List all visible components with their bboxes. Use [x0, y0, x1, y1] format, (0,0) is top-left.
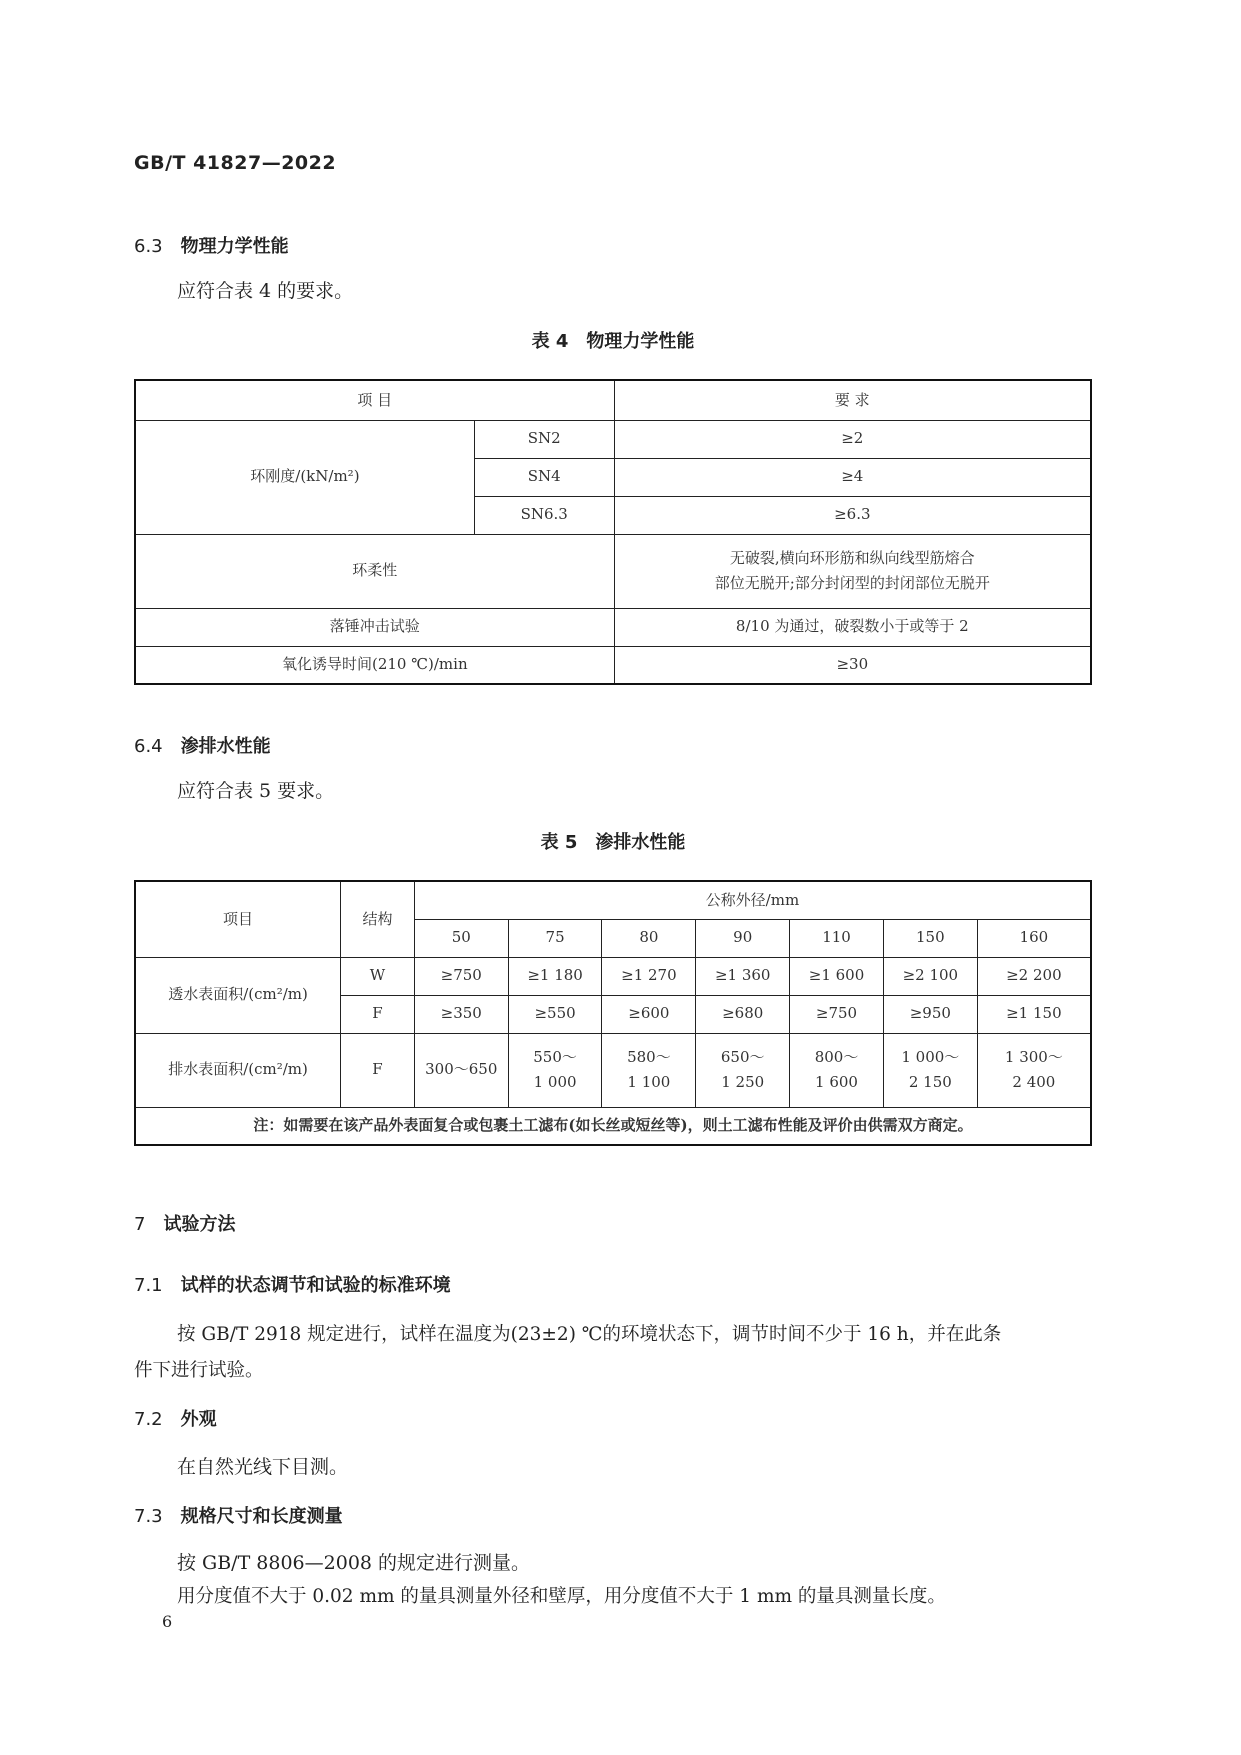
header-item: 项目	[135, 881, 341, 957]
value-cell: ≥680	[696, 995, 790, 1033]
section-number: 7.1	[134, 1275, 163, 1296]
sn-grade: SN6.3	[474, 496, 614, 534]
table-row	[135, 957, 1091, 995]
sn-requirement: ≥6.3	[614, 496, 1091, 534]
section-title: 物理力学性能	[180, 236, 289, 257]
table-row	[135, 420, 1091, 458]
diameter-header: 90	[696, 919, 790, 957]
diameter-header: 150	[883, 919, 977, 957]
section-number: 6.3	[134, 236, 163, 257]
value-cell: ≥2 200	[977, 957, 1091, 995]
sn-grade: SN4	[474, 458, 614, 496]
section-heading-6-4	[134, 732, 271, 758]
value-cell: ≥550	[508, 995, 602, 1033]
value-cell: ≥1 360	[696, 957, 790, 995]
value-cell: ≥600	[602, 995, 696, 1033]
impact-test-requirement: 8/10 为通过，破裂数小于或等于 2	[614, 608, 1091, 646]
ring-flexibility-label: 环柔性	[135, 534, 614, 608]
requirement-line: 无破裂,横向环形筋和纵向线型筋熔合	[729, 548, 975, 567]
paragraph-6-4: 应符合表 5 要求。	[177, 780, 335, 802]
paragraph-7-3-line2: 用分度值不大于 0.02 mm 的量具测量外径和壁厚，用分度值不大于 1 mm 的量具测量长度。	[177, 1586, 946, 1607]
structure-cell: F	[341, 1033, 415, 1107]
value-line: 650～	[720, 1047, 765, 1066]
value-cell: ≥750	[414, 957, 508, 995]
header-item: 项 目	[135, 380, 614, 420]
standard-code: GB/T 41827—2022	[134, 152, 337, 174]
sn-grade: SN2	[474, 420, 614, 458]
paragraph-7-3-line1: 按 GB/T 8806—2008 的规定进行测量。	[177, 1552, 531, 1574]
table4	[134, 379, 1092, 685]
value-cell: ≥1 150	[977, 995, 1091, 1033]
page-number: 6	[162, 1612, 173, 1631]
paragraph-6-3: 应符合表 4 的要求。	[177, 280, 354, 302]
structure-cell: F	[341, 995, 415, 1033]
value-cell: ≥750	[790, 995, 884, 1033]
value-cell: ≥950	[883, 995, 977, 1033]
value-line: 1 000～	[901, 1047, 960, 1066]
value-line: 1 000	[533, 1073, 577, 1091]
paragraph-7-2: 在自然光线下目测。	[177, 1456, 349, 1478]
value-cell: ≥1 600	[790, 957, 884, 995]
drainage-area-label: 排水表面积/(cm²/m)	[135, 1033, 341, 1107]
value-cell	[508, 1033, 602, 1107]
section-heading-6-3	[134, 232, 289, 258]
diameter-header: 80	[602, 919, 696, 957]
value-line: 800～	[814, 1047, 859, 1066]
section-title: 试样的状态调节和试验的标准环境	[180, 1275, 451, 1296]
value-line: 1 300～	[1004, 1047, 1063, 1066]
value-cell: ≥1 270	[602, 957, 696, 995]
table-note-row	[135, 1107, 1091, 1145]
paragraph-7-1-line1: 按 GB/T 2918 规定进行，试样在温度为(23±2) ℃的环境状态下，调节时间不少于 16 h，并在此条	[177, 1324, 1002, 1345]
requirement-line: 部位无脱开;部分封闭型的封闭部位无脱开	[714, 574, 990, 592]
value-line: 550～	[533, 1047, 577, 1066]
value-cell: ≥2 100	[883, 957, 977, 995]
table-header-row	[135, 380, 1091, 420]
section-heading-7-1	[134, 1271, 451, 1297]
section-heading-7-2	[134, 1405, 217, 1431]
value-cell: ≥350	[414, 995, 508, 1033]
value-cell	[696, 1033, 790, 1107]
section-heading-7-3	[134, 1502, 343, 1528]
permeable-area-label: 透水表面积/(cm²/m)	[135, 957, 341, 1033]
value-line: 1 600	[815, 1073, 858, 1091]
value-cell	[602, 1033, 696, 1107]
table5-caption: 表 5 渗排水性能	[540, 832, 686, 853]
section-title: 试验方法	[163, 1214, 236, 1235]
header-structure: 结构	[341, 881, 415, 957]
section-title: 渗排水性能	[180, 736, 271, 757]
oit-requirement: ≥30	[614, 646, 1091, 684]
header-requirement: 要 求	[614, 380, 1091, 420]
table-row	[135, 534, 1091, 608]
table-header-row	[135, 881, 1091, 919]
value-cell	[414, 1033, 508, 1107]
table-row	[135, 608, 1091, 646]
table-row	[135, 646, 1091, 684]
value-line: 1 250	[721, 1073, 765, 1091]
section-number: 6.4	[134, 736, 163, 757]
table5	[134, 880, 1092, 1146]
diameter-header: 160	[977, 919, 1091, 957]
header-nominal-diameter: 公称外径/mm	[414, 881, 1091, 919]
section-number: 7	[134, 1214, 146, 1235]
value-line: 2 400	[1012, 1073, 1056, 1091]
section-number: 7.2	[134, 1409, 163, 1430]
section-title: 规格尺寸和长度测量	[180, 1506, 343, 1527]
sn-requirement: ≥2	[614, 420, 1091, 458]
section-heading-7	[134, 1210, 235, 1236]
table-row	[135, 1033, 1091, 1107]
value-line: 300～650	[425, 1060, 498, 1079]
ring-stiffness-label: 环刚度/(kN/m²)	[135, 420, 474, 534]
value-cell	[790, 1033, 884, 1107]
table4-caption: 表 4 物理力学性能	[531, 331, 695, 352]
impact-test-label: 落锤冲击试验	[135, 608, 614, 646]
value-cell	[977, 1033, 1091, 1107]
value-line: 580～	[627, 1047, 671, 1066]
diameter-header: 110	[790, 919, 884, 957]
value-cell	[883, 1033, 977, 1107]
oit-label: 氧化诱导时间(210 ℃)/min	[135, 646, 614, 684]
value-line: 1 100	[627, 1073, 671, 1091]
structure-cell: W	[341, 957, 415, 995]
diameter-header: 75	[508, 919, 602, 957]
paragraph-7-1-line2: 件下进行试验。	[134, 1360, 264, 1381]
value-cell: ≥1 180	[508, 957, 602, 995]
section-title: 外观	[180, 1409, 217, 1430]
ring-flexibility-requirement	[614, 534, 1091, 608]
section-number: 7.3	[134, 1506, 163, 1527]
diameter-header: 50	[414, 919, 508, 957]
sn-requirement: ≥4	[614, 458, 1091, 496]
table-note: 注：如需要在该产品外表面复合或包裹土工滤布(如长丝或短丝等)，则土工滤布性能及评价由供需双方商定。	[135, 1107, 1091, 1145]
value-line: 2 150	[908, 1073, 952, 1091]
